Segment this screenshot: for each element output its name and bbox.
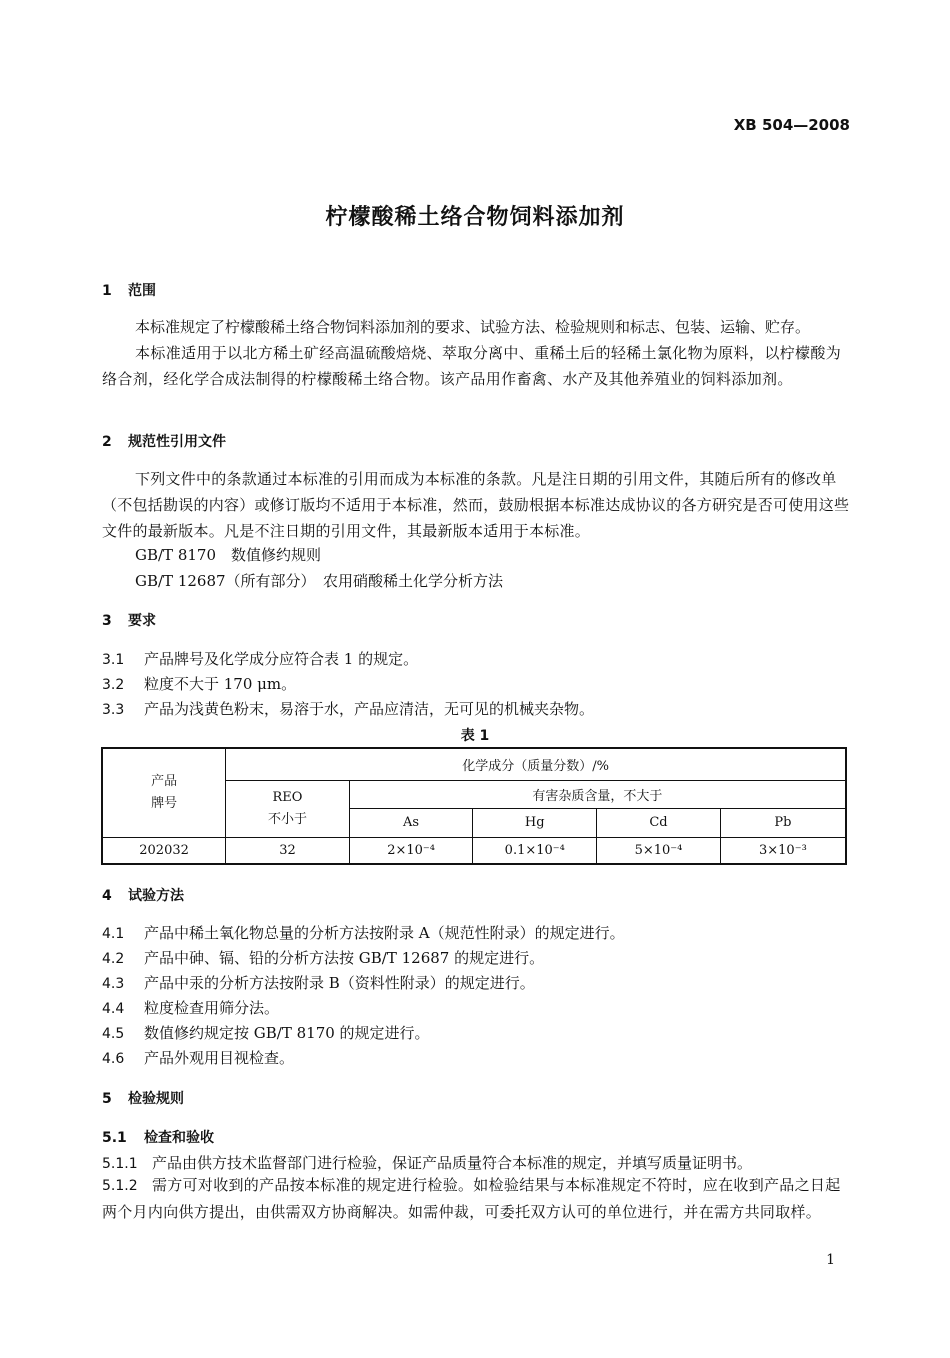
clause-text: 产品外观用目视检查。 — [144, 1049, 295, 1067]
clause-text: 产品中稀土氧化物总量的分析方法按附录 A（规范性附录）的规定进行。 — [144, 924, 625, 942]
section-title: 规范性引用文件 — [128, 434, 226, 450]
clause-number: 5.1.2 — [102, 1178, 138, 1194]
clause-4-4 — [102, 997, 279, 1018]
section-2-paragraph: 下列文件中的条款通过本标准的引用而成为本标准的条款。凡是注日期的引用文件，其随后所有的修改单（不包括勘误的内容）或修订版均不适用于本标准，然而，鼓励根据本标准达成协议的各方研究是否可使用这些文件的最新版本。凡是不注日期的引用文件，其最新版本适用于本标准。 — [102, 470, 850, 540]
cd-value: 5×10⁻⁴ — [597, 837, 721, 864]
clause-4-1 — [102, 922, 625, 943]
clause-text: 产品为浅黄色粉末，易溶于水，产品应清洁，无可见的机械夹杂物。 — [144, 700, 595, 718]
clause-3-1 — [102, 648, 418, 669]
as-value: 2×10⁻⁴ — [349, 837, 473, 864]
clause-text: 产品由供方技术监督部门进行检验，保证产品质量符合本标准的规定，并填写质量证明书。 — [152, 1154, 753, 1172]
section-1-heading — [102, 280, 156, 300]
reo-label: REO — [272, 789, 303, 805]
reference-gbt-8170: GB/T 8170 数值修约规则 — [135, 546, 322, 564]
section-title: 要求 — [128, 613, 156, 629]
clause-text: 产品中汞的分析方法按附录 B（资料性附录）的规定进行。 — [144, 974, 535, 992]
clause-5-1-2 — [102, 1172, 850, 1225]
product-label: 产品 — [151, 773, 178, 789]
section-1-paragraph-1: 本标准规定了柠檬酸稀土络合物饲料添加剂的要求、试验方法、检验规则和标志、包装、运输、贮存。 — [135, 318, 811, 336]
clause-number: 4.2 — [102, 951, 125, 967]
clause-3-3 — [102, 698, 594, 719]
chemical-composition-header: 化学成分（质量分数）/% — [226, 748, 846, 780]
section-number: 1 — [102, 283, 112, 299]
clause-4-5 — [102, 1022, 430, 1043]
clause-text: 粒度检查用筛分法。 — [144, 999, 280, 1017]
clause-text: 产品中砷、镉、铅的分析方法按 GB/T 12687 的规定进行。 — [144, 949, 545, 967]
clause-3-2 — [102, 673, 296, 694]
clause-text: 粒度不大于 170 μm。 — [144, 675, 297, 693]
section-number: 3 — [102, 613, 112, 629]
clause-number: 4.5 — [102, 1026, 125, 1042]
grade-value: 202032 — [102, 837, 226, 864]
impurity-header: 有害杂质含量，不大于 — [349, 780, 846, 808]
section-title: 检验规则 — [128, 1091, 184, 1107]
section-number: 4 — [102, 888, 112, 904]
section-4-heading — [102, 885, 184, 905]
section-1-paragraph-2: 本标准适用于以北方稀土矿经高温硫酸焙烧、萃取分离中、重稀土后的轻稀土氯化物为原料，以柠檬酸为络合剂，经化学合成法制得的柠檬酸稀土络合物。该产品用作畜禽、水产及其他养殖业的饲料添加剂。 — [102, 344, 842, 388]
pb-value: 3×10⁻³ — [720, 837, 846, 864]
section-5-heading — [102, 1088, 184, 1108]
reo-header-cell — [226, 780, 350, 837]
subsection-number: 5.1 — [102, 1130, 127, 1146]
page-number: 1 — [826, 1252, 835, 1268]
hg-value: 0.1×10⁻⁴ — [473, 837, 597, 864]
clause-number: 4.3 — [102, 976, 125, 992]
document-title: 柠檬酸稀土络合物饲料添加剂 — [325, 205, 625, 230]
clause-number: 3.3 — [102, 702, 125, 718]
reference-gbt-12687: GB/T 12687（所有部分） 农用硝酸稀土化学分析方法 — [135, 572, 504, 590]
standard-number: XB 504—2008 — [733, 116, 850, 134]
impurity-as-header: As — [349, 808, 473, 837]
clause-4-2 — [102, 947, 544, 968]
clause-number: 4.1 — [102, 926, 125, 942]
subsection-title: 检查和验收 — [144, 1130, 214, 1146]
section-title: 范围 — [128, 283, 156, 299]
clause-text: 数值修约规定按 GB/T 8170 的规定进行。 — [144, 1024, 430, 1042]
reo-min-label: 不小于 — [267, 811, 307, 827]
impurity-hg-header: Hg — [473, 808, 597, 837]
clause-text: 产品牌号及化学成分应符合表 1 的规定。 — [144, 650, 419, 668]
clause-4-6 — [102, 1047, 294, 1068]
clause-number: 3.2 — [102, 677, 125, 693]
section-number: 5 — [102, 1091, 112, 1107]
clause-text: 需方可对收到的产品按本标准的规定进行检验。如检验结果与本标准规定不符时，应在收到产品之日起两个月内向供方提出，由供需双方协商解决。如需仲裁，可委托双方认可的单位进行，并在需方共同取样。 — [102, 1176, 841, 1221]
clause-number: 4.4 — [102, 1001, 125, 1017]
clause-number: 4.6 — [102, 1051, 125, 1067]
table-1 — [101, 747, 847, 865]
table-caption: 表 1 — [460, 728, 490, 744]
impurity-cd-header: Cd — [597, 808, 721, 837]
table-row — [102, 837, 846, 864]
clause-5-1-1 — [102, 1152, 752, 1173]
subsection-5-1-heading — [102, 1127, 214, 1147]
section-2-heading — [102, 431, 226, 451]
impurity-pb-header: Pb — [720, 808, 846, 837]
clause-number: 5.1.1 — [102, 1156, 138, 1172]
product-grade-header-cell — [102, 748, 226, 837]
section-number: 2 — [102, 434, 112, 450]
clause-number: 3.1 — [102, 652, 125, 668]
grade-label: 牌号 — [151, 795, 178, 811]
section-3-heading — [102, 610, 156, 630]
reo-value: 32 — [226, 837, 350, 864]
clause-4-3 — [102, 972, 535, 993]
section-title: 试验方法 — [128, 888, 184, 904]
